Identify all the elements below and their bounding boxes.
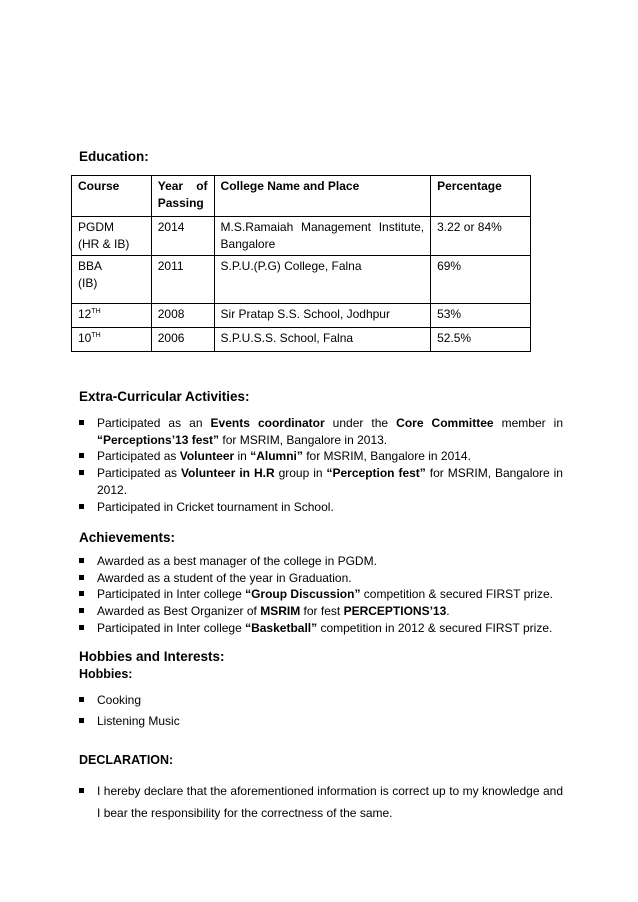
bullet-icon (79, 575, 84, 580)
list-item: Cooking (79, 692, 563, 709)
list-item: Participated in Cricket tournament in School. (79, 499, 563, 516)
bullet-icon (79, 504, 84, 509)
list-item: Awarded as a best manager of the college in PGDM. (79, 553, 563, 570)
bullet-icon (79, 591, 84, 596)
hobbies-heading: Hobbies and Interests: (79, 649, 225, 664)
cell-course (72, 304, 152, 328)
college-line1: M.S.Ramaiah Management Institute, (220, 220, 425, 234)
cell-percentage: 69% (431, 256, 531, 304)
cell-course (72, 217, 152, 256)
bullet-icon (79, 697, 84, 702)
declaration-list (79, 780, 563, 824)
bullet-icon (79, 470, 84, 475)
table-header-row (72, 176, 531, 217)
table-row (72, 304, 531, 328)
list-item: Participated in Inter college “Group Discussion” competition & secured FIRST prize. (79, 586, 563, 603)
list-item: Awarded as a student of the year in Graduation. (79, 570, 563, 587)
course-sup: TH (91, 332, 101, 339)
bullet-icon (79, 608, 84, 613)
cell-college: Sir Pratap S.S. School, Jodhpur (214, 304, 431, 328)
bullet-icon (79, 625, 84, 630)
course-number: 12 (78, 307, 92, 321)
col-course: Course (72, 176, 152, 217)
cell-college (214, 217, 431, 256)
list-item: Participated as Volunteer in H.R group in “Perception fest” for MSRIM, Bangalore in 2012. (79, 465, 563, 498)
list-item: Participated as Volunteer in “Alumni” for MSRIM, Bangalore in 2014. (79, 448, 563, 465)
col-year-line1: Year of (157, 179, 208, 193)
bullet-icon (79, 420, 84, 425)
hobbies-subheading: Hobbies: (79, 667, 133, 681)
list-item: Participated in Inter college “Basketball” competition in 2012 & secured FIRST prize. (79, 620, 563, 637)
cell-college: S.P.U.(P.G) College, Falna (214, 256, 431, 304)
declaration-heading: DECLARATION: (79, 753, 174, 767)
table-row (72, 256, 531, 304)
list-item: Listening Music (79, 713, 563, 730)
cell-percentage: 53% (431, 304, 531, 328)
education-table (71, 175, 531, 352)
course-sup: TH (91, 308, 101, 315)
table-row (72, 328, 531, 352)
education-heading: Education: (79, 149, 149, 164)
achievements-heading: Achievements: (79, 530, 176, 545)
cell-college: S.P.U.S.S. School, Falna (214, 328, 431, 352)
cell-year: 2014 (151, 217, 214, 256)
col-year (151, 176, 214, 217)
course-line1: BBA (78, 259, 103, 273)
cell-percentage: 3.22 or 84% (431, 217, 531, 256)
course-line1: PGDM (78, 220, 114, 234)
cell-percentage: 52.5% (431, 328, 531, 352)
cell-year: 2008 (151, 304, 214, 328)
cell-course (72, 256, 152, 304)
hobbies-list (79, 692, 563, 729)
list-item: I hereby declare that the aforementioned information is correct up to my knowledge and I bear the responsibility for the correctness of the same. (79, 780, 563, 824)
col-college: College Name and Place (214, 176, 431, 217)
bullet-icon (79, 788, 84, 793)
list-item: Awarded as Best Organizer of MSRIM for fest PERCEPTIONS’13. (79, 603, 563, 620)
course-number: 10 (78, 331, 92, 345)
table-row (72, 217, 531, 256)
list-item: Participated as an Events coordinator under the Core Committee member in “Perceptions’13 fest” for MSRIM, Bangalore in 2013. (79, 415, 563, 448)
col-percentage: Percentage (431, 176, 531, 217)
cell-course (72, 328, 152, 352)
cell-year: 2006 (151, 328, 214, 352)
bullet-icon (79, 718, 84, 723)
bullet-icon (79, 453, 84, 458)
extra-curricular-list (79, 415, 563, 515)
bullet-icon (79, 558, 84, 563)
col-year-line2: Passing (157, 196, 204, 210)
course-line2: (HR & IB) (78, 237, 130, 251)
cell-year: 2011 (151, 256, 214, 304)
course-line2: (IB) (78, 276, 98, 290)
college-line2: Bangalore (220, 237, 276, 251)
achievements-list (79, 553, 563, 637)
extra-curricular-heading: Extra-Curricular Activities: (79, 389, 250, 404)
